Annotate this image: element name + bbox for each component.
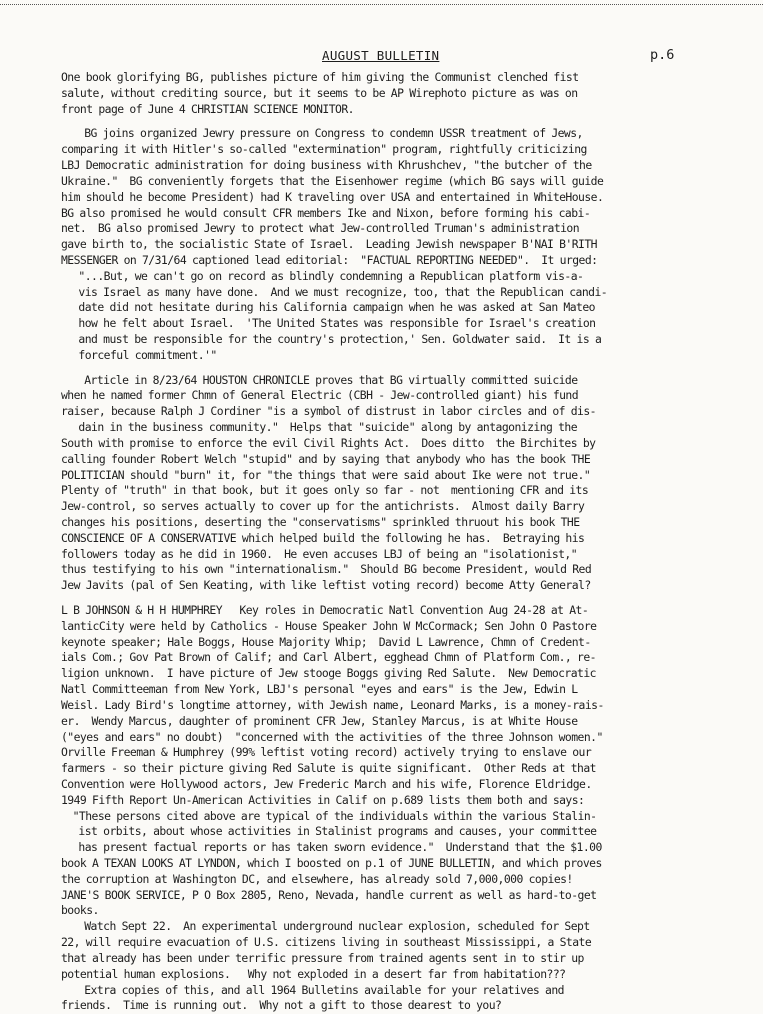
- text-line: Jew Javits (pal of Sen Keating, with like leftist voting record) become Atty General?: [61, 578, 591, 593]
- text-line: Article in 8/23/64 HOUSTON CHRONICLE proves that BG virtually committed suicide: [61, 372, 578, 387]
- text-line: and must be responsible for the country's protection,' Sen. Goldwater said. It is a: [61, 332, 602, 346]
- text-line: BG also promised he would consult CFR members Ike and Nixon, before forming his cabi-: [61, 205, 591, 220]
- text-line: followers today as he did in 1960. He even accuses LBJ of being an "isolationist,": [61, 546, 578, 561]
- text-line: 22, will require evacuation of U.S. citizens living in southeast Mississippi, a State: [61, 935, 592, 950]
- text-line: ("eyes and ears" no doubt) "concerned with the activities of the three Johnson women.": [61, 729, 603, 744]
- text-line: has present factual reports or has taken sworn evidence." Understand that the $1.00: [61, 840, 602, 855]
- text-line: 1949 Fifth Report Un-American Activities in Calif on p.689 lists them both and says:: [61, 792, 585, 807]
- text-line: One book glorifying BG, publishes picture of him giving the Communist clenched fist: [61, 70, 579, 84]
- text-line: comparing it with Hitler's so-called "extermination" program, rightfully criticizing: [61, 142, 587, 157]
- text-line: JANE'S BOOK SERVICE, P O Box 2805, Reno, Nevada, handle current as well as hard-to-get: [61, 887, 597, 902]
- text-line: Watch Sept 22. An experimental underground nuclear explosion, scheduled for Sept: [61, 919, 590, 934]
- text-line: him should he become President) had K traveling over USA and entertained in WhiteHouse.: [61, 189, 604, 204]
- text-line: MESSENGER on 7/31/64 captioned lead editorial: "FACTUAL REPORTING NEEDED". It urged:: [61, 252, 598, 267]
- page-top-rule: [0, 4, 763, 5]
- text-line: er. Wendy Marcus, daughter of prominent CFR Jew, Stanley Marcus, is at White House: [61, 713, 578, 728]
- text-line: LBJ Democratic administration for doing business with Khrushchev, "the butcher of the: [61, 158, 592, 173]
- text-line: lanticCity were held by Catholics - House Speaker John W McCormack; Sen John O Pastore: [61, 618, 597, 633]
- paragraph-gap: [61, 364, 706, 373]
- text-line: Natl Committeeman from New York, LBJ's personal "eyes and ears" is the Jew, Edwin L: [61, 682, 578, 697]
- text-line: dain in the business community." Helps that "suicide" along by antagonizing the: [61, 420, 578, 435]
- bulletin-body: [61, 70, 706, 1014]
- text-line: thus testifying to his own "internationalism." Should BG become President, would Red: [61, 562, 592, 577]
- text-line: Extra copies of this, and all 1964 Bulletins available for your relatives and: [61, 982, 564, 997]
- text-line: Ukraine." BG conveniently forgets that the Eisenhower regime (which BG says will guide: [61, 173, 604, 188]
- text-line: ist orbits, about whose activities in Stalinist programs and causes, your committee: [61, 824, 597, 839]
- text-line: Convention were Hollywood actors, Jew Frederic March and his wife, Florence Eldridge.: [61, 776, 592, 791]
- text-line: how he felt about Israel. 'The United States was responsible for Israel's creation: [61, 316, 596, 331]
- text-line: CONSCIENCE OF A CONSERVATIVE which helped build the following he has. Betraying his: [61, 530, 585, 545]
- text-line: L B JOHNSON & H H HUMPHREY Key roles in Democratic Natl Convention Aug 24-28 at At-: [61, 603, 589, 617]
- text-line: book A TEXAN LOOKS AT LYNDON, which I boosted on p.1 of JUNE BULLETIN, and which proves: [61, 856, 602, 870]
- text-line: "...But, we can't go on record as blindly condemning a Republican platform vis-a-: [61, 268, 584, 283]
- text-line: ligion unknown. I have picture of Jew stooge Boggs giving Red Salute. New Democratic: [61, 666, 596, 681]
- text-line: when he named former Chmn of General Electric (CBH - Jew-controlled giant) his fund: [61, 388, 579, 403]
- text-line: that already has been under terrific pressure from trained agents sent in to stir up: [61, 950, 584, 965]
- text-line: changes his positions, deserting the "conservatisms" sprinkled thruout his book THE: [61, 514, 580, 529]
- text-line: ials Com.; Gov Pat Brown of Calif; and Carl Albert, egghead Chmn of Platform Com., re-: [61, 650, 596, 665]
- text-line: "These persons cited above are typical of the individuals within the various Stalin-: [61, 808, 597, 823]
- text-line: Weisl. Lady Bird's longtime attorney, with Jewish name, Leonard Marks, is a money-rais-: [61, 697, 604, 712]
- text-line: friends. Time is running out. Why not a gift to those dearest to you?: [61, 998, 502, 1013]
- text-line: date did not hesitate during his California campaign when he was asked at San Mateo: [61, 300, 595, 315]
- text-line: gave birth to, the socialistic State of Israel. Leading Jewish newspaper B'NAI B'RITH: [61, 237, 597, 252]
- text-line: the corruption at Washington DC, and elsewhere, has already sold 7,000,000 copies!: [61, 871, 573, 886]
- text-line: BG joins organized Jewry pressure on Congress to condemn USSR treatment of Jews,: [61, 126, 583, 141]
- text-line: keynote speaker; Hale Boggs, House Majority Whip; David L Lawrence, Chmn of Credent-: [61, 634, 591, 649]
- text-line: raiser, because Ralph J Cordiner "is a symbol of distrust in labor circles and of dis-: [61, 404, 596, 419]
- text-line: farmers - so their picture giving Red Salute is quite significant. Other Reds at that: [61, 761, 596, 776]
- text-line: Jew-control, so serves actually to cover up for the antichrists. Almost daily Barry: [61, 499, 585, 514]
- text-line: books.: [61, 903, 99, 918]
- text-line: South with promise to enforce the evil Civil Rights Act. Does ditto the Birchites by: [61, 435, 596, 450]
- paragraph-gap: [61, 117, 706, 126]
- text-line: forceful commitment.'": [61, 347, 217, 362]
- text-line: Plenty of "truth" in that book, but it goes only so far - not mentioning CFR and its: [61, 483, 589, 498]
- bulletin-title: AUGUST BULLETIN: [322, 48, 440, 63]
- text-line: salute, without crediting source, but it seems to be AP Wirephoto picture as was on: [61, 85, 578, 100]
- paragraph-gap: [61, 594, 706, 603]
- bulletin-header: [0, 48, 763, 68]
- text-line: calling founder Robert Welch "stupid" and by saying that anybody who has the book THE: [61, 451, 591, 466]
- text-line: net. BG also promised Jewry to protect what Jew-controlled Truman's administration: [61, 221, 580, 236]
- page-number: p.6: [650, 47, 675, 63]
- text-line: POLITICIAN should "burn" it, for "the things that were said about Ike were not true.": [61, 467, 591, 482]
- text-line: vis Israel as many have done. And we must recognize, too, that the Republican candi-: [61, 284, 608, 299]
- text-line: potential human explosions. Why not exploded in a desert far from habitation???: [61, 966, 566, 981]
- text-line: Orville Freeman & Humphrey (99% leftist voting record) actively trying to enslave our: [61, 745, 592, 760]
- text-line: front page of June 4 CHRISTIAN SCIENCE MONITOR.: [61, 101, 354, 116]
